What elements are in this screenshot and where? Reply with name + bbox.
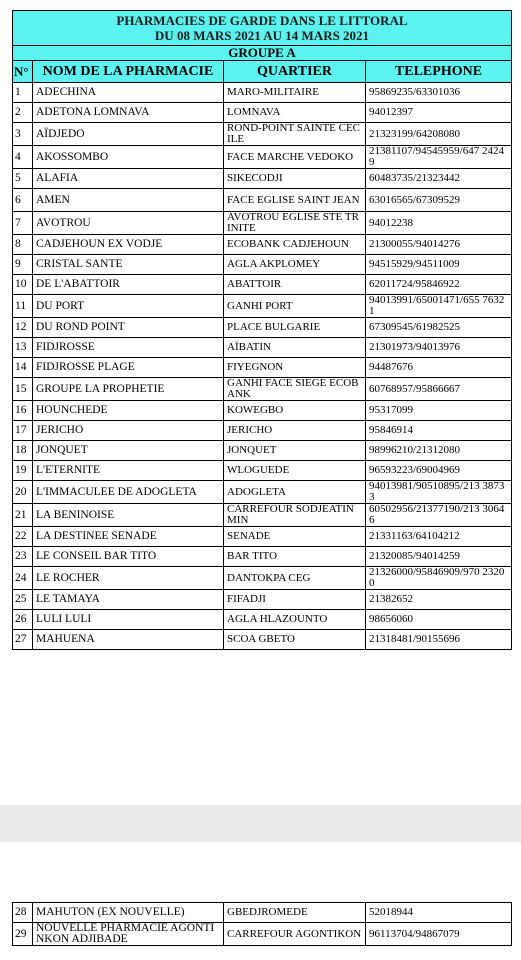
quartier-cell: WLOGUEDE — [224, 461, 366, 481]
pharmacy-name: MAHUTON (EX NOUVELLE) — [33, 903, 224, 923]
pharmacy-name: LE TAMAYA — [33, 590, 224, 610]
telephone-cell: 21318481/90155696 — [366, 630, 512, 650]
row-number: 2 — [13, 103, 33, 123]
title-line-2: DU 08 MARS 2021 AU 14 MARS 2021 — [154, 28, 370, 43]
row-number: 18 — [13, 441, 33, 461]
table-row — [13, 903, 512, 923]
pharmacy-name: ADETONA LOMNAVA — [33, 103, 224, 123]
table-row — [13, 255, 512, 275]
telephone-cell: 98996210/21312080 — [366, 441, 512, 461]
row-number: 9 — [13, 255, 33, 275]
pharmacy-name: CRISTAL SANTE — [33, 255, 224, 275]
pharmacy-name: FIDJROSSE — [33, 338, 224, 358]
table-row — [13, 923, 512, 946]
row-number: 13 — [13, 338, 33, 358]
telephone-cell: 60483735/21323442 — [366, 169, 512, 189]
row-number: 29 — [13, 923, 33, 946]
pharmacy-name: L'IMMACULEE DE ADOGLETA — [33, 481, 224, 504]
pharmacy-table-continued — [12, 902, 512, 946]
row-number: 26 — [13, 610, 33, 630]
telephone-cell: 21323199/64208080 — [366, 123, 512, 146]
quartier-cell: SENADE — [224, 527, 366, 547]
quartier-cell: SCOA GBETO — [224, 630, 366, 650]
telephone-cell: 52018944 — [366, 903, 512, 923]
row-number: 22 — [13, 527, 33, 547]
table-row — [13, 212, 512, 235]
row-number: 16 — [13, 401, 33, 421]
group-label: GROUPE A — [13, 46, 512, 61]
col-header-number: N° — [13, 61, 33, 83]
row-number: 7 — [13, 212, 33, 235]
row-number: 3 — [13, 123, 33, 146]
row-number: 4 — [13, 146, 33, 169]
pharmacy-table — [12, 10, 512, 650]
row-number: 19 — [13, 461, 33, 481]
col-header-name: NOM DE LA PHARMACIE — [33, 61, 224, 83]
quartier-cell: CARREFOUR AGONTIKON — [224, 923, 366, 946]
telephone-cell: 60768957/95866667 — [366, 378, 512, 401]
row-number: 12 — [13, 318, 33, 338]
row-number: 10 — [13, 275, 33, 295]
quartier-cell: AVOTROU EGLISE STE TRINITE — [224, 212, 366, 235]
table-title — [13, 11, 512, 46]
table-row — [13, 610, 512, 630]
pharmacy-name: LE ROCHER — [33, 567, 224, 590]
table-row — [13, 378, 512, 401]
telephone-cell: 21320085/94014259 — [366, 547, 512, 567]
telephone-cell: 95317099 — [366, 401, 512, 421]
row-number: 6 — [13, 189, 33, 212]
pharmacy-name: AKOSSOMBO — [33, 146, 224, 169]
telephone-cell: 96113704/94867079 — [366, 923, 512, 946]
quartier-cell: ROND-POINT SAINTE CECILE — [224, 123, 366, 146]
pharmacy-name: NOUVELLE PHARMACIE AGONTINKON ADJIBADE — [33, 923, 224, 946]
table-row — [13, 169, 512, 189]
pharmacy-name: MAHUENA — [33, 630, 224, 650]
pharmacy-name: GROUPE LA PROPHETIE — [33, 378, 224, 401]
pharmacy-name: LE CONSEIL BAR TITO — [33, 547, 224, 567]
telephone-cell: 21301973/94013976 — [366, 338, 512, 358]
table-row — [13, 461, 512, 481]
quartier-cell: KOWEGBO — [224, 401, 366, 421]
row-number: 20 — [13, 481, 33, 504]
quartier-cell: GANHI PORT — [224, 295, 366, 318]
row-number: 11 — [13, 295, 33, 318]
row-number: 5 — [13, 169, 33, 189]
row-number: 14 — [13, 358, 33, 378]
row-number: 21 — [13, 504, 33, 527]
pharmacy-name: ADECHINA — [33, 83, 224, 103]
telephone-cell: 67309545/61982525 — [366, 318, 512, 338]
table-row — [13, 421, 512, 441]
telephone-cell: 94012238 — [366, 212, 512, 235]
col-header-quartier: QUARTIER — [224, 61, 366, 83]
table-row — [13, 83, 512, 103]
col-header-telephone: TELEPHONE — [366, 61, 512, 83]
pharmacy-name: AVOTROU — [33, 212, 224, 235]
table-row — [13, 547, 512, 567]
table-row — [13, 630, 512, 650]
table-row — [13, 338, 512, 358]
table-row — [13, 146, 512, 169]
table-row — [13, 567, 512, 590]
pharmacy-name: CADJEHOUN EX VODJE — [33, 235, 224, 255]
pharmacy-name: FIDJROSSE PLAGE — [33, 358, 224, 378]
pharmacy-name: DE L'ABATTOIR — [33, 275, 224, 295]
telephone-cell: 21382652 — [366, 590, 512, 610]
pharmacy-name: JONQUET — [33, 441, 224, 461]
telephone-cell: 94515929/94511009 — [366, 255, 512, 275]
telephone-cell: 63016565/67309529 — [366, 189, 512, 212]
row-number: 25 — [13, 590, 33, 610]
pharmacy-name: JERICHO — [33, 421, 224, 441]
pharmacy-name: DU PORT — [33, 295, 224, 318]
telephone-cell: 94012397 — [366, 103, 512, 123]
quartier-cell: PLACE BULGARIE — [224, 318, 366, 338]
table-row — [13, 189, 512, 212]
quartier-cell: AGLA AKPLOMEY — [224, 255, 366, 275]
quartier-cell: GANHI FACE SIEGE ECOBANK — [224, 378, 366, 401]
row-number: 8 — [13, 235, 33, 255]
quartier-cell: AGLA HLAZOUNTO — [224, 610, 366, 630]
table-row — [13, 504, 512, 527]
telephone-cell: 95846914 — [366, 421, 512, 441]
pharmacy-name: AÏDJEDO — [33, 123, 224, 146]
quartier-cell: FIFADJI — [224, 590, 366, 610]
quartier-cell: AÏBATIN — [224, 338, 366, 358]
telephone-cell: 21300055/94014276 — [366, 235, 512, 255]
table-row — [13, 481, 512, 504]
row-number: 17 — [13, 421, 33, 441]
table-row — [13, 318, 512, 338]
pharmacy-name: HOUNCHEDE — [33, 401, 224, 421]
table-row — [13, 590, 512, 610]
table-row — [13, 123, 512, 146]
quartier-cell: ADOGLETA — [224, 481, 366, 504]
telephone-cell: 94013981/90510895/213 38733 — [366, 481, 512, 504]
telephone-cell: 21381107/94545959/647 24249 — [366, 146, 512, 169]
pharmacy-name: ALAFIA — [33, 169, 224, 189]
quartier-cell: BAR TITO — [224, 547, 366, 567]
telephone-cell: 94013991/65001471/655 76321 — [366, 295, 512, 318]
table-row — [13, 441, 512, 461]
table-row — [13, 527, 512, 547]
document-page-2 — [0, 842, 521, 960]
quartier-cell: CARREFOUR SODJEATINMIN — [224, 504, 366, 527]
pharmacy-name: LA BENINOISE — [33, 504, 224, 527]
telephone-cell: 62011724/95846922 — [366, 275, 512, 295]
row-number: 23 — [13, 547, 33, 567]
table-row — [13, 235, 512, 255]
table-row — [13, 295, 512, 318]
row-number: 1 — [13, 83, 33, 103]
telephone-cell: 95869235/63301036 — [366, 83, 512, 103]
telephone-cell: 96593223/69004969 — [366, 461, 512, 481]
quartier-cell: LOMNAVA — [224, 103, 366, 123]
pharmacy-name: LA DESTINEE SENADE — [33, 527, 224, 547]
pharmacy-name: AMEN — [33, 189, 224, 212]
page-separator — [0, 805, 521, 842]
table-row — [13, 103, 512, 123]
quartier-cell: SIKECODJI — [224, 169, 366, 189]
table-row — [13, 275, 512, 295]
row-number: 27 — [13, 630, 33, 650]
pharmacy-name: L'ETERNITE — [33, 461, 224, 481]
quartier-cell: FACE EGLISE SAINT JEAN — [224, 189, 366, 212]
quartier-cell: JONQUET — [224, 441, 366, 461]
quartier-cell: MARO-MILITAIRE — [224, 83, 366, 103]
column-header-row — [13, 61, 512, 83]
row-number: 15 — [13, 378, 33, 401]
quartier-cell: ABATTOIR — [224, 275, 366, 295]
table-row — [13, 358, 512, 378]
quartier-cell: DANTOKPA CEG — [224, 567, 366, 590]
pharmacy-name: DU ROND POINT — [33, 318, 224, 338]
telephone-cell: 94487676 — [366, 358, 512, 378]
quartier-cell: ECOBANK CADJEHOUN — [224, 235, 366, 255]
telephone-cell: 60502956/21377190/213 30646 — [366, 504, 512, 527]
quartier-cell: FACE MARCHE VEDOKO — [224, 146, 366, 169]
quartier-cell: FIYEGNON — [224, 358, 366, 378]
telephone-cell: 21331163/64104212 — [366, 527, 512, 547]
row-number: 24 — [13, 567, 33, 590]
telephone-cell: 98656060 — [366, 610, 512, 630]
quartier-cell: JERICHO — [224, 421, 366, 441]
quartier-cell: GBEDJROMEDE — [224, 903, 366, 923]
row-number: 28 — [13, 903, 33, 923]
title-line-1: PHARMACIES DE GARDE DANS LE LITTORAL — [116, 13, 408, 28]
pharmacy-name: LULI LULI — [33, 610, 224, 630]
table-row — [13, 401, 512, 421]
telephone-cell: 21326000/95846909/970 23200 — [366, 567, 512, 590]
